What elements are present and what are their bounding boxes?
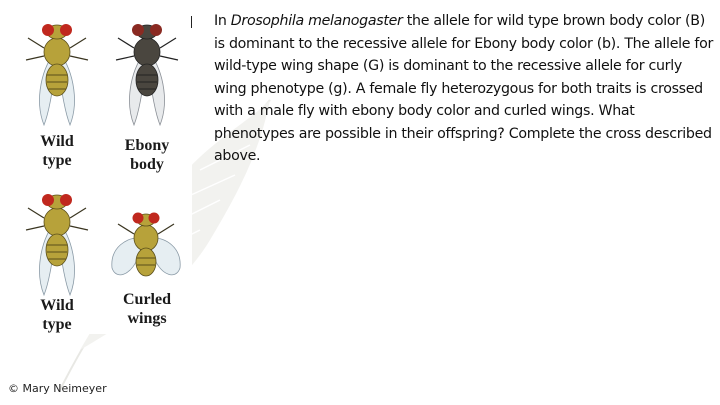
fly-image [22, 180, 92, 300]
divider-tick [191, 16, 192, 28]
fly-ebony-body [102, 8, 192, 171]
fly-label-line1: Wild [40, 133, 74, 150]
fly-label-line2: wings [127, 310, 167, 327]
fly-image [106, 198, 186, 298]
fly-label-line2: type [42, 316, 72, 333]
fly-wild-type-2 [12, 178, 102, 341]
question-prefix: In [214, 13, 231, 29]
fly-label-line2: type [42, 152, 72, 169]
question-body: the allele for wild type brown body color (B) is dominant to the recessive allele for Ebony body color (b). The allele for wild-type wing shape (G) is dominant to the recessive allele for curly wing phenotype (g). A female fly heterozygous for both traits is crossed with a male fly with ebony body color and curled wings. What phenotypes are possible in their offspring? Complete the cross described above. [214, 13, 714, 164]
fly-label-line2: body [130, 156, 164, 173]
fly-wild-type-1 [12, 8, 102, 171]
fly-label-line1: Ebony [124, 137, 170, 154]
fly-label-line1: Curled [123, 291, 171, 308]
species-name: Drosophila melanogaster [230, 13, 403, 29]
genetics-question-text [214, 10, 714, 168]
fly-label-line1: Wild [40, 297, 74, 314]
fly-image [112, 10, 182, 130]
fly-image [22, 10, 92, 130]
copyright-footer: © Mary Neimeyer [8, 382, 107, 395]
fly-figure-panel [12, 8, 192, 334]
fly-curled-wings [102, 178, 192, 341]
